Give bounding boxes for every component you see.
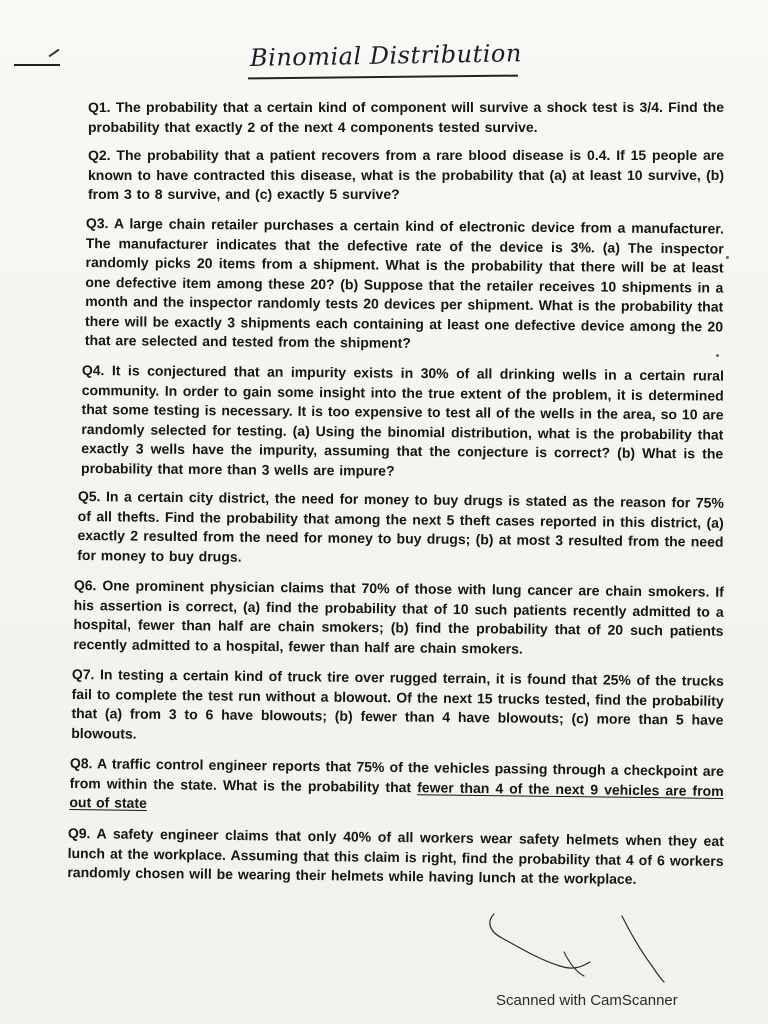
question-8-text: Q8. A traffic control engineer reports that 75% of the vehicles passing through a checkpoint are from within the state. What is the probability that — [69, 754, 724, 795]
title-underline — [248, 75, 518, 80]
question-8-underlined-text: fewer than 4 of the next 9 vehicles are from out of state — [69, 778, 724, 811]
question-6: Q6. One prominent physician claims that 70% of those with lung cancer are chain smokers. If his assertion is correct, (a) find the probability that of 10 such patients recently admitted to a hospital, fewer than half are chain smokers; (b) find the probability that of 20 such patients recently admitted to a hospital, fewer than half are chain smokers. — [73, 576, 724, 657]
question-2: Q2. The probability that a patient recovers from a rare blood disease is 0.4. If 15 people are known to have contracted this disease, what is the probability that (a) at least 10 survive, (b) from 3 to 8 survive, and (c) exactly 5 survive? — [88, 147, 724, 202]
handwritten-signature — [480, 908, 680, 988]
margin-pen-mark — [14, 64, 60, 66]
question-3: Q3. A large chain retailer purchases a certain kind of electronic device from a manufacturer. The manufacturer indicates that the defective rate of the device is 3%. (a) The inspector randomly picks 20 items from a shipment. What is the probability that there will be at least one defective item among these 20? (b) Suppose that the retailer receives 10 shipments in a month and the inspector randomly tests 20 devices per shipment. What is the probability that there will be exactly 3 shipments each containing at least one defective device among the 20 that are selected and tested from the shipment? — [84, 214, 724, 351]
question-4: Q4. It is conjectured that an impurity exists in 30% of all drinking wells in a certain rural community. In order to gain some insight into the true extent of the problem, it is determined that some testing is necessary. It is too expensive to test all of the wells in the area, so 10 are randomly selected for testing. (a) Using the binomial distribution, what is the probability that exactly 3 wells have the impurity, assuming that the conjecture is correct? (b) What is the probability that more than 3 wells are impure? — [81, 361, 724, 479]
question-list — [67, 96, 724, 887]
speck-mark — [716, 354, 719, 357]
question-7: Q7. In testing a certain kind of truck tire over rugged terrain, it is found that 25% of the trucks fail to complete the test run without a blowout. Of the next 15 trucks tested, find the probability that (a) from 3 to 6 have blowouts; (b) fewer than 4 have blowouts; (c) more than 5 have blowouts. — [71, 665, 724, 742]
page-title: Binomial Distribution — [249, 39, 523, 72]
question-5: Q5. In a certain city district, the need for money to buy drugs is stated as the reason for 75% of all thefts. Find the probability that among the next 5 theft cases reported in this district, (a) exactly 2 resulted from the need for money to buy drugs; (b) at most 3 resulted from the need for money to buy drugs. — [77, 487, 724, 565]
question-9: Q9. A safety engineer claims that only 40% of all workers wear safety helmets when they eat lunch at the workplace. Assuming that this claim is right, find the probability that 4 of 6 workers randomly chosen will be wearing their helmets while having lunch at the workplace. — [67, 824, 724, 887]
question-1: Q1. The probability that a certain kind of component will survive a shock test is 3/4. Find the probability that exactly 2 of the next 4 components tested survive. — [88, 99, 724, 135]
speck-mark — [726, 256, 729, 259]
scanner-watermark: Scanned with CamScanner — [496, 992, 678, 1009]
margin-pen-tick — [49, 49, 60, 58]
question-8 — [69, 754, 724, 820]
